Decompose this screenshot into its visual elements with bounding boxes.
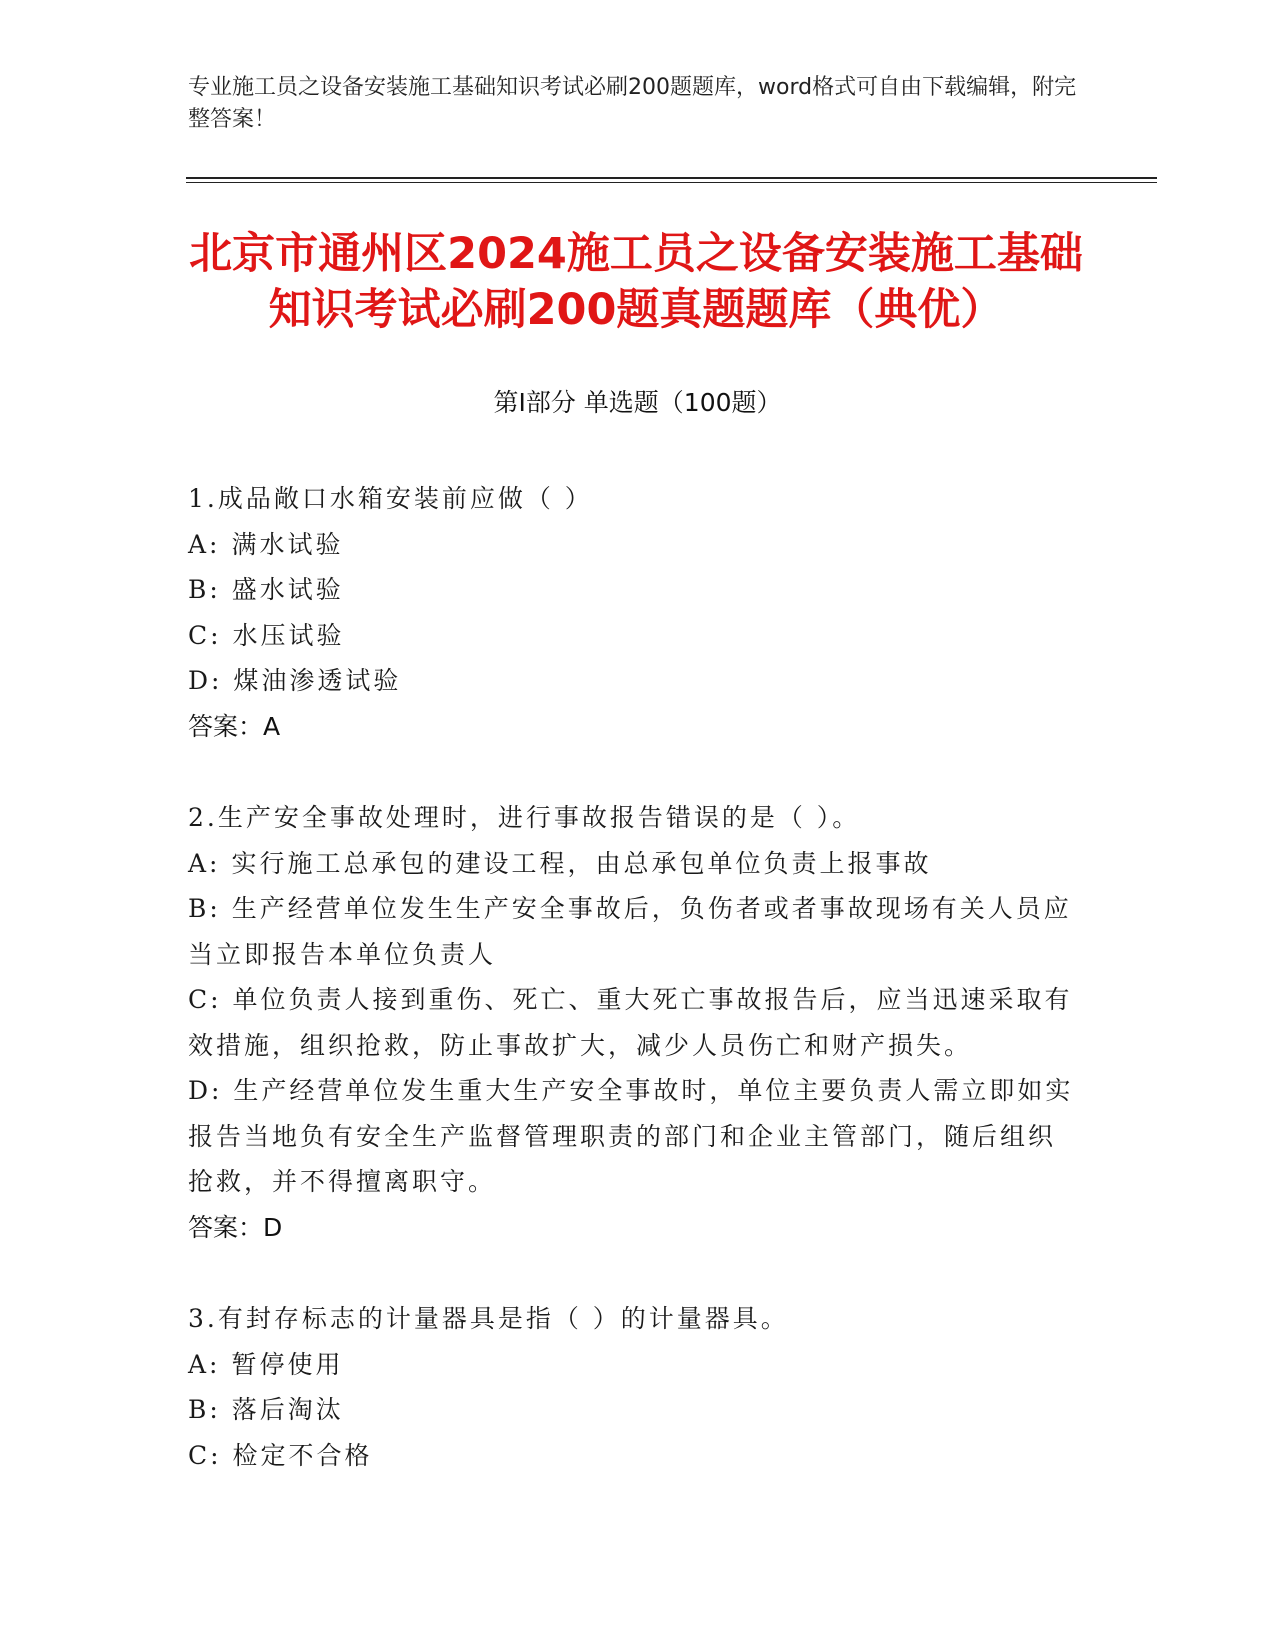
option-c: [188, 977, 1078, 1068]
option-b: [188, 886, 1078, 977]
question-stem: 2.生产安全事故处理时，进行事故报告错误的是（ ）。: [188, 803, 861, 832]
header-note: 专业施工员之设备安装施工基础知识考试必刷200题题库，word格式可自由下载编辑，附完整答案！: [188, 75, 1077, 132]
option-text: 落后淘汰: [231, 1395, 344, 1424]
section-title: 第Ⅰ部分 单选题（100题）: [493, 388, 782, 417]
document-title: 北京市通州区2024施工员之设备安装施工基础知识考试必刷200题真题题库（典优）: [189, 229, 1083, 335]
option-key: A:: [188, 1349, 221, 1379]
option-text: 水压试验: [232, 620, 345, 650]
option-text: 暂停使用: [231, 1349, 344, 1379]
option-text: 生产经营单位发生重大生产安全事故时，单位主要负责人需立即如实报告当地负有安全生产监督管理职责的部门和企业主管部门，随后组织抢救，并不得擅离职守。: [188, 1076, 1074, 1196]
option-key: C:: [188, 1440, 222, 1470]
answer: 答案：D: [188, 1212, 283, 1242]
option-text: 实行施工总承包的建设工程，由总承包单位负责上报事故: [231, 848, 932, 878]
option-d: [188, 658, 1078, 704]
option-b: [188, 567, 1078, 613]
option-text: 盛水试验: [231, 575, 344, 604]
question-3: [188, 1296, 1078, 1478]
option-key: C:: [188, 985, 222, 1014]
option-c: [188, 1433, 1078, 1479]
question-1: [188, 476, 1078, 749]
option-key: C:: [188, 620, 222, 650]
option-key: A:: [188, 848, 221, 878]
question-stem: 3.有封存标志的计量器具是指（ ）的计量器具。: [188, 1304, 789, 1333]
header-rule-thin: [186, 182, 1157, 183]
option-key: D:: [188, 1076, 223, 1105]
option-key: B:: [188, 575, 221, 604]
option-key: D:: [188, 666, 223, 695]
option-d: [188, 1068, 1078, 1205]
option-text: 单位负责人接到重伤、死亡、重大死亡事故报告后，应当迅速采取有效措施，组织抢救，防止事故扩大，减少人员伤亡和财产损失。: [188, 985, 1073, 1060]
option-a: [188, 522, 1078, 568]
question-stem: 1.成品敞口水箱安装前应做（ ）: [188, 484, 593, 513]
option-text: 检定不合格: [232, 1440, 373, 1470]
option-c: [188, 613, 1078, 659]
answer: 答案：A: [188, 711, 281, 741]
option-a: [188, 1342, 1078, 1388]
option-text: 生产经营单位发生生产安全事故后，负伤者或者事故现场有关人员应当立即报告本单位负责人: [188, 894, 1072, 969]
header-rule-thick: [186, 177, 1157, 179]
option-b: [188, 1387, 1078, 1433]
option-text: 满水试验: [231, 529, 344, 559]
question-list: [188, 476, 1078, 1524]
option-a: [188, 841, 1078, 887]
option-key: A:: [188, 529, 221, 559]
option-key: B:: [188, 894, 221, 923]
question-2: [188, 795, 1078, 1250]
option-text: 煤油渗透试验: [233, 666, 402, 695]
option-key: B:: [188, 1395, 221, 1424]
